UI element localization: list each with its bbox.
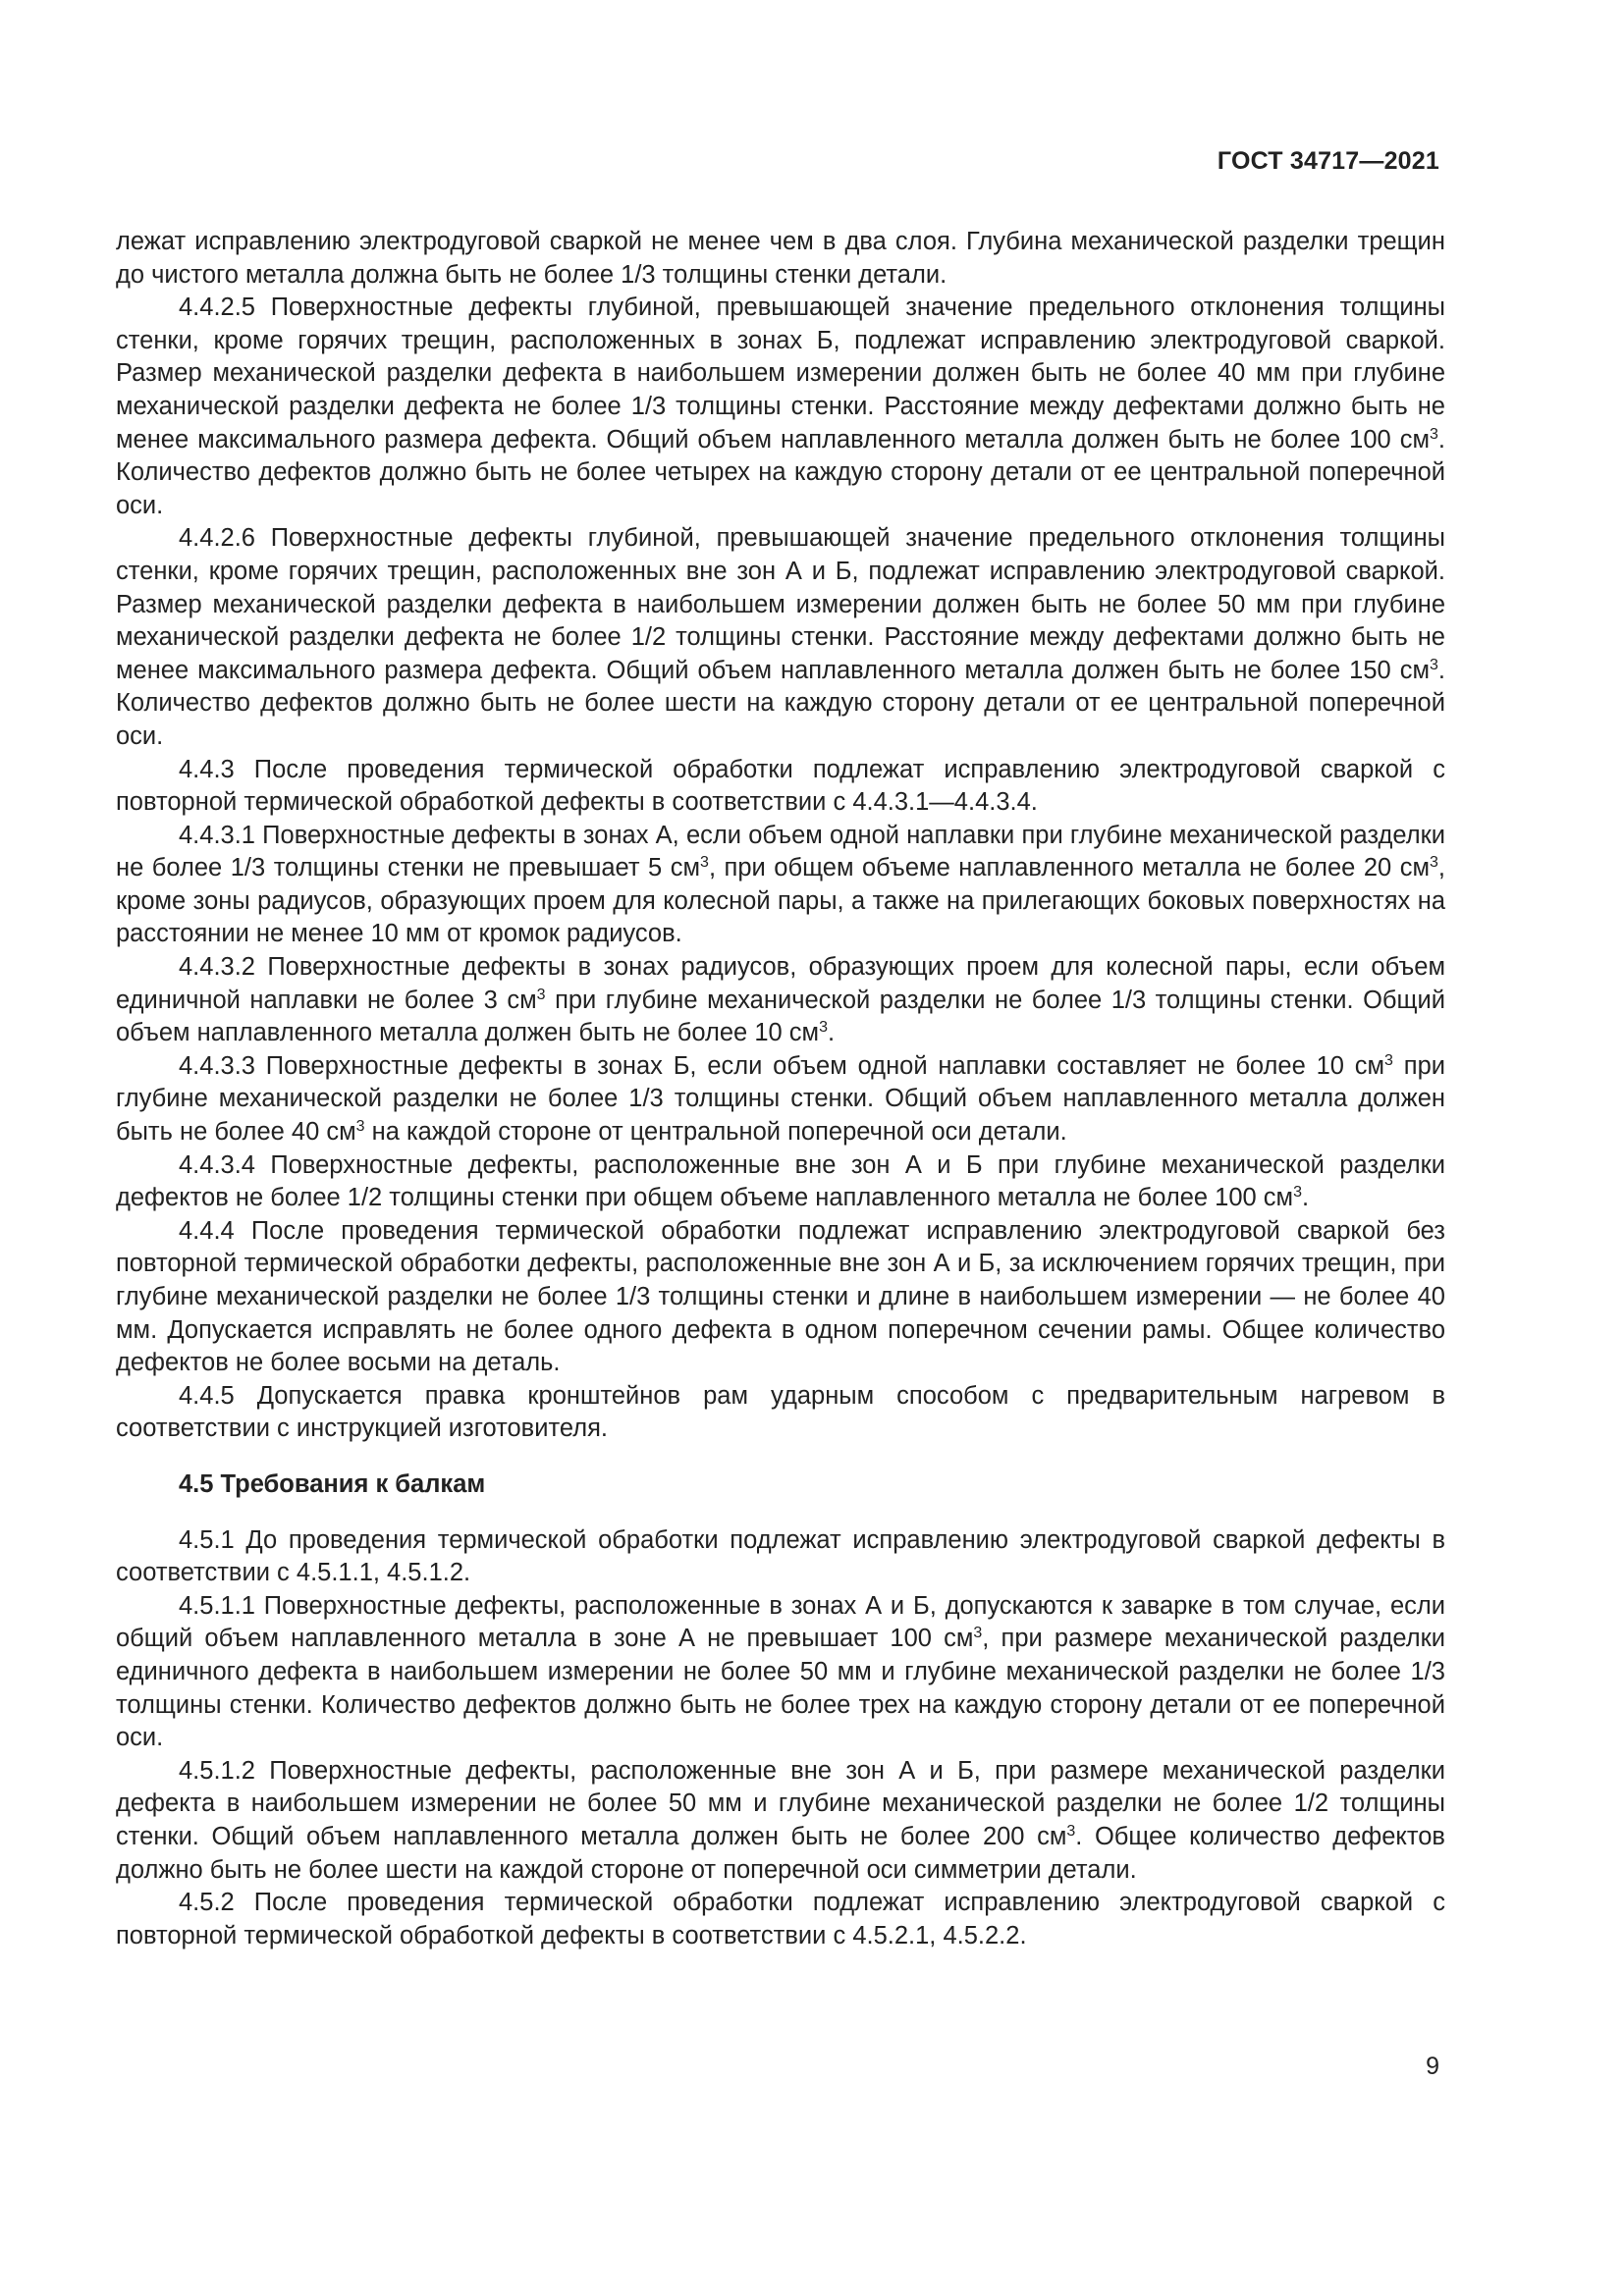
paragraph-text: 4.5.1.2 Поверхностные дефекты, расположенные вне зон А и Б, при размере механической разделки дефекта в наибольшем измерении не более 50 мм и глубине механической разделки не более 1/2 толщины стенки. Общий объем наплавленного металла должен быть не более 200 см bbox=[116, 1756, 1445, 1850]
paragraph bbox=[116, 292, 1445, 522]
superscript: 3 bbox=[536, 986, 546, 1003]
paragraph bbox=[116, 1050, 1445, 1149]
superscript: 3 bbox=[819, 1019, 828, 1037]
paragraph-text: . bbox=[1301, 1184, 1310, 1212]
paragraph-text: 4.5.1.1 Поверхностные дефекты, расположенные в зонах А и Б, допускаются к заварке в том случае, если общий объем наплавленного металла в зоне А не превышает 100 см bbox=[116, 1591, 1445, 1653]
superscript: 3 bbox=[700, 854, 709, 872]
superscript: 3 bbox=[1066, 1822, 1076, 1840]
paragraph bbox=[116, 226, 1445, 292]
superscript: 3 bbox=[1384, 1051, 1393, 1069]
paragraph bbox=[116, 1887, 1445, 1952]
paragraph-text: при глубине механической разделки не более 1/3 толщины стенки. Общий объем наплавленного металла должен быть не более 10 см bbox=[116, 986, 1445, 1047]
paragraph-text: 4.5.2 После проведения термической обработки подлежат исправлению электродуговой сваркой с повторной термической обработкой дефекты в соответствии с 4.5.2.1, 4.5.2.2. bbox=[116, 1889, 1445, 1949]
paragraph bbox=[116, 951, 1445, 1050]
superscript: 3 bbox=[1430, 425, 1438, 443]
paragraph-text: 4.4.4 После проведения термической обработки подлежат исправлению электродуговой сваркой без повторной термической обработки дефекты, расположенные вне зон А и Б, за исключением горячих трещин, при глубине механической разделки не более 1/3 толщины стенки и длине в наибольшем измерении — не более 40 мм. Допускается исправлять не более одного дефекта в одном поперечном сечении рамы. Общее количество дефектов не более восьми на деталь. bbox=[116, 1216, 1445, 1377]
paragraph bbox=[116, 1215, 1445, 1380]
paragraph bbox=[116, 1755, 1445, 1887]
paragraph-text: . Общее количество дефектов должно быть не более шести на каждой стороне от поперечной оси симметрии детали. bbox=[116, 1822, 1445, 1884]
superscript: 3 bbox=[1430, 854, 1438, 872]
paragraph-text: 4.4.3.3 Поверхностные дефекты в зонах Б, если объем одной наплавки составляет не более 10 см bbox=[179, 1051, 1385, 1080]
paragraph-text: 4.4.5 Допускается правка кронштейнов рам ударным способом с предварительным нагревом в соответствии с инструкцией изготовителя. bbox=[116, 1381, 1445, 1443]
superscript: 3 bbox=[973, 1625, 983, 1642]
paragraph-text: 4.4.2.5 Поверхностные дефекты глубиной, превышающей значение предельного отклонения толщины стенки, кроме горячих трещин, расположенных в зонах Б, подлежат исправлению электродуговой сваркой. Размер механической разделки дефекта в наибольшем измерении должен быть не более 40 мм при глубине механической разделки дефекта не более 1/3 толщины стенки. Расстояние между дефектами должно быть не менее максимального размера дефекта. Общий объем наплавленного металла должен быть не более 100 см bbox=[116, 294, 1445, 454]
paragraph-text: 4.4.3.4 Поверхностные дефекты, расположенные вне зон А и Б при глубине механической разделки дефектов не более 1/2 толщины стенки при общем объеме наплавленного металла не более 100 см bbox=[116, 1150, 1445, 1212]
paragraphs-before bbox=[116, 226, 1445, 1446]
paragraph bbox=[116, 820, 1445, 951]
paragraph-text: 4.4.2.6 Поверхностные дефекты глубиной, превышающей значение предельного отклонения толщины стенки, кроме горячих трещин, расположенных вне зон А и Б, подлежат исправлению электродуговой сваркой. Размер механической разделки дефекта в наибольшем измерении должен быть не более 50 мм при глубине механической разделки дефекта не более 1/2 толщины стенки. Расстояние между дефектами должно быть не менее максимального размера дефекта. Общий объем наплавленного металла должен быть не более 150 см bbox=[116, 524, 1445, 684]
paragraph-text: лежат исправлению электродуговой сваркой не менее чем в два слоя. Глубина механической разделки трещин до чистого металла должна быть не более 1/3 толщины стенки детали. bbox=[116, 228, 1445, 289]
paragraph bbox=[116, 1380, 1445, 1446]
paragraph bbox=[116, 1149, 1445, 1215]
superscript: 3 bbox=[1293, 1184, 1302, 1201]
paragraph-text: 4.4.3.1 Поверхностные дефекты в зонах А, если объем одной наплавки при глубине механической разделки не более 1/3 толщины стенки не превышает 5 см bbox=[116, 821, 1445, 882]
page-number: 9 bbox=[1426, 2053, 1439, 2080]
superscript: 3 bbox=[355, 1118, 365, 1136]
paragraph-text: . Количество дефектов должно быть не более четырех на каждую сторону детали от ее центральной поперечной оси. bbox=[116, 425, 1445, 519]
paragraph bbox=[116, 1590, 1445, 1755]
section-heading: 4.5 Требования к балкам bbox=[179, 1469, 486, 1498]
paragraph-text: 4.5.1 До проведения термической обработки подлежат исправлению электродуговой сваркой дефекты в соответствии с 4.5.1.1, 4.5.1.2. bbox=[116, 1525, 1445, 1587]
paragraph-text: . Количество дефектов должно быть не более шести на каждую сторону детали от ее центральной поперечной оси. bbox=[116, 656, 1445, 750]
paragraph bbox=[116, 754, 1445, 820]
paragraph-text: , кроме зоны радиусов, образующих проем для колесной пары, а также на прилегающих боковых поверхностях на расстоянии не менее 10 мм от кромок радиусов. bbox=[116, 854, 1446, 948]
document-header: ГОСТ 34717—2021 bbox=[1217, 147, 1439, 175]
paragraph-text: 4.4.3.2 Поверхностные дефекты в зонах радиусов, образующих проем для колесной пары, если объем единичной наплавки не более 3 см bbox=[116, 953, 1445, 1014]
paragraph bbox=[116, 522, 1445, 753]
paragraph-text: 4.4.3 После проведения термической обработки подлежат исправлению электродуговой сваркой с повторной термической обработкой дефекты в соответствии с 4.4.3.1—4.4.3.4. bbox=[116, 755, 1445, 817]
paragraph bbox=[116, 1524, 1445, 1590]
document-body bbox=[116, 226, 1445, 1952]
paragraph-text: , при размере механической разделки единичного дефекта в наибольшем измерении не более 50 мм и глубине механической разделки не более 1/3 толщины стенки. Количество дефектов должно быть не более трех на каждую сторону детали от ее поперечной оси. bbox=[116, 1625, 1445, 1752]
superscript: 3 bbox=[1430, 656, 1438, 673]
paragraph-text: , при общем объеме наплавленного металла не более 20 см bbox=[708, 854, 1431, 882]
paragraph-text: на каждой стороне от центральной поперечной оси детали. bbox=[364, 1118, 1067, 1147]
paragraph-text: . bbox=[827, 1019, 836, 1047]
paragraph-text: при глубине механической разделки не более 1/3 толщины стенки. Общий объем наплавленного металла должен быть не более 40 см bbox=[116, 1051, 1445, 1147]
paragraphs-after bbox=[116, 1524, 1445, 1953]
